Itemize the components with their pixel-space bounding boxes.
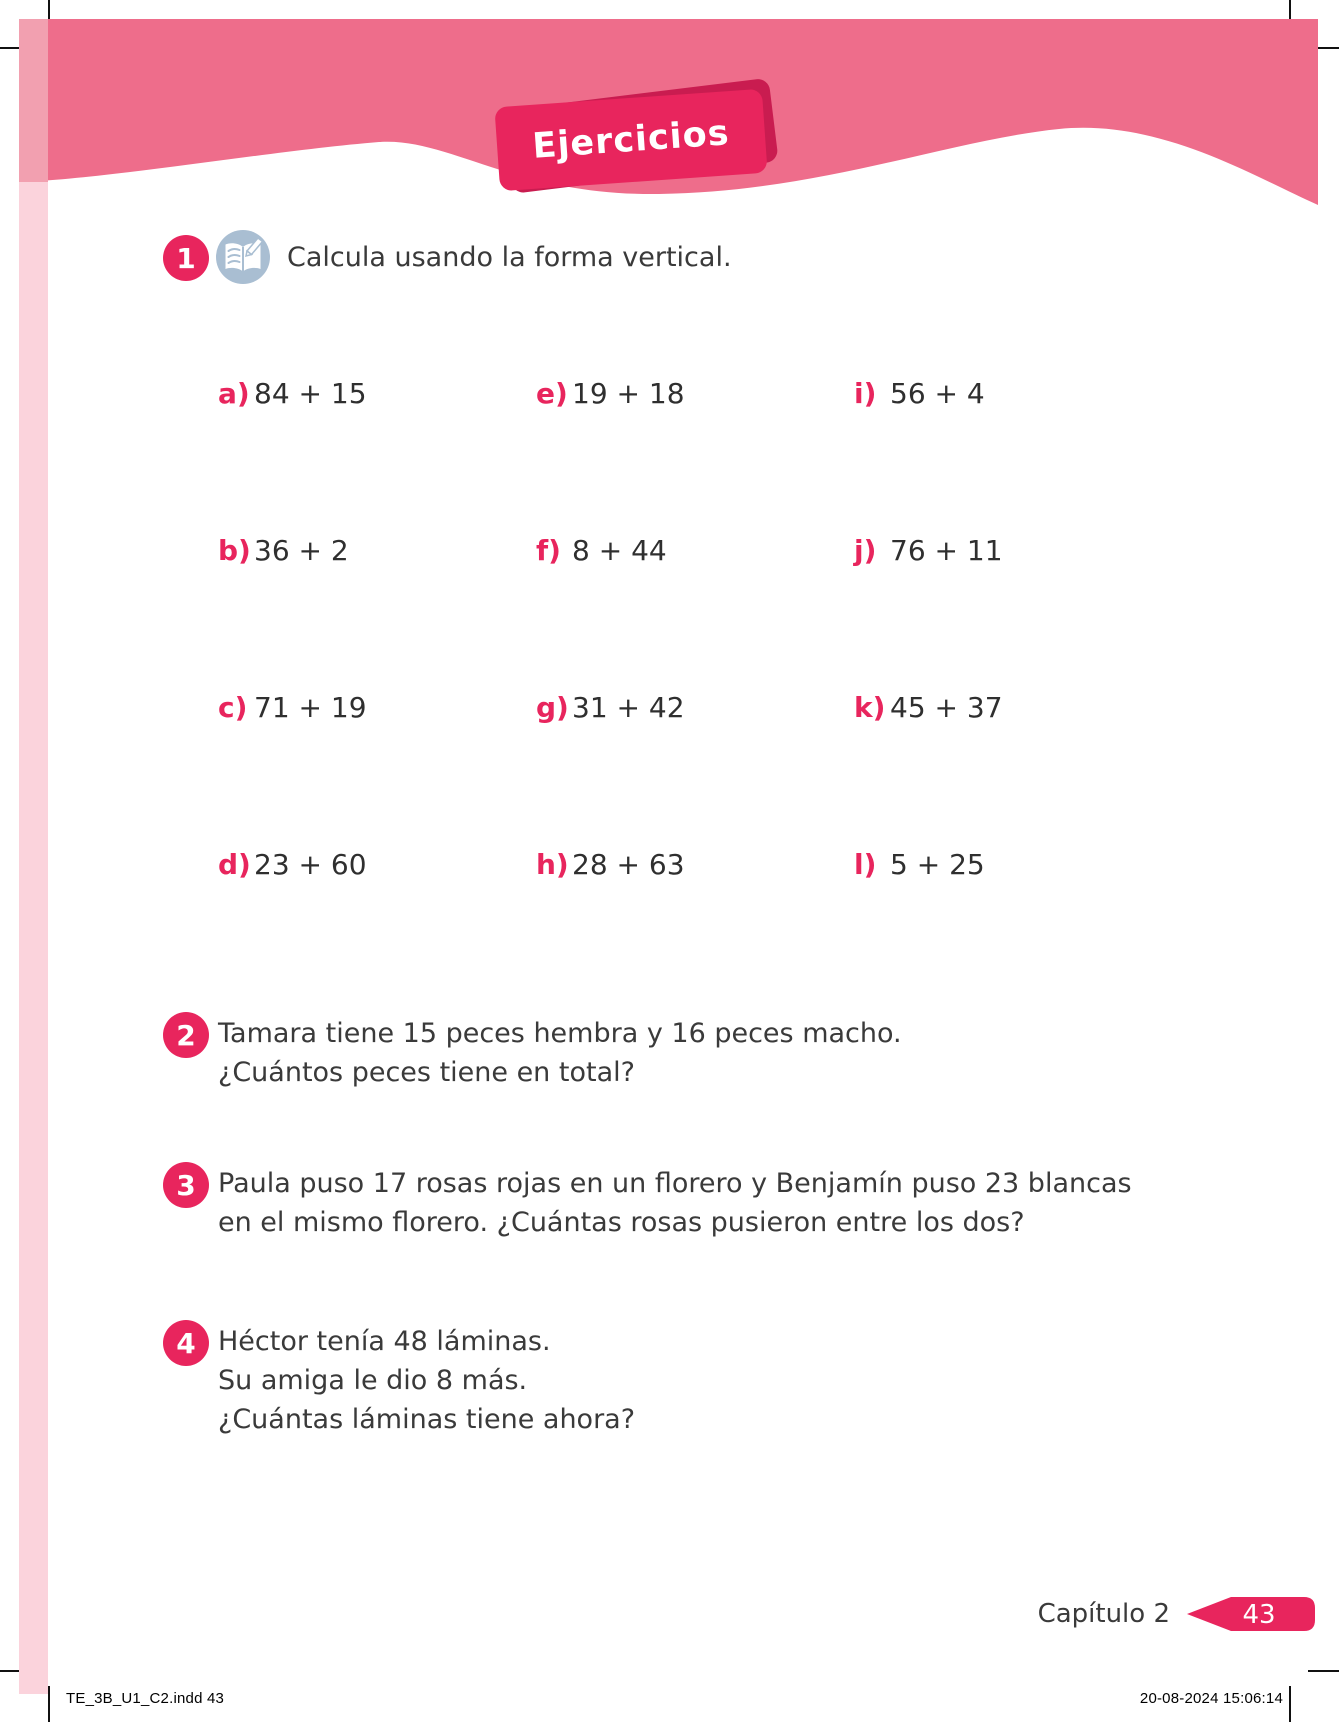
exercise-3-text bbox=[218, 1164, 1132, 1242]
exercise-2-line-1: Tamara tiene 15 peces hembra y 16 peces macho. bbox=[218, 1018, 902, 1049]
crop-mark-bottom-right-vertical bbox=[1289, 1686, 1291, 1722]
exercise-2-line-2: ¿Cuántos peces tiene en total? bbox=[218, 1057, 635, 1088]
exercise-1-problems-grid bbox=[218, 373, 1203, 1001]
exercise-1-number bbox=[163, 235, 209, 281]
exercise-4-text bbox=[218, 1322, 635, 1439]
problem-g-expression: 31 + 42 bbox=[572, 691, 685, 724]
problem-j bbox=[854, 530, 1172, 687]
problem-h-label: h) bbox=[536, 848, 569, 881]
problem-j-expression: 76 + 11 bbox=[890, 534, 1003, 567]
problem-b-expression: 36 + 2 bbox=[254, 534, 349, 567]
exercise-4-line-1: Héctor tenía 48 láminas. bbox=[218, 1326, 551, 1357]
problem-e-label: e) bbox=[536, 377, 568, 410]
problem-c-expression: 71 + 19 bbox=[254, 691, 367, 724]
problem-k bbox=[854, 687, 1172, 844]
exercise-3-number-label: 3 bbox=[176, 1168, 196, 1202]
exercise-4-line-2: Su amiga le dio 8 más. bbox=[218, 1365, 528, 1396]
problem-d bbox=[218, 844, 536, 1001]
exercise-4-line-3: ¿Cuántas láminas tiene ahora? bbox=[218, 1404, 636, 1435]
section-badge-label: Ejercicios bbox=[531, 113, 731, 167]
print-timestamp: 20-08-2024 15:06:14 bbox=[1139, 1690, 1283, 1707]
exercise-3-line-1: Paula puso 17 rosas rojas en un florero y Benjamín puso 23 blancas bbox=[218, 1168, 1132, 1199]
exercise-2-number bbox=[163, 1012, 209, 1058]
print-file-info: TE_3B_U1_C2.indd 43 bbox=[66, 1690, 225, 1707]
section-badge bbox=[497, 98, 765, 182]
problem-g bbox=[536, 687, 854, 844]
left-margin-stripe-over-band bbox=[19, 19, 48, 182]
exercise-2-text bbox=[218, 1014, 902, 1092]
problem-c bbox=[218, 687, 536, 844]
problem-i-expression: 56 + 4 bbox=[890, 377, 985, 410]
exercise-4-number-label: 4 bbox=[176, 1326, 196, 1360]
problem-i-label: i) bbox=[854, 377, 877, 410]
exercise-4-number bbox=[163, 1320, 209, 1366]
exercise-3-line-2: en el mismo florero. ¿Cuántas rosas pusieron entre los dos? bbox=[218, 1207, 1025, 1238]
problem-j-label: j) bbox=[854, 534, 877, 567]
problem-i bbox=[854, 373, 1172, 530]
problem-f-label: f) bbox=[536, 534, 561, 567]
chapter-label: Capítulo 2 bbox=[1037, 1599, 1170, 1629]
exercise-1-number-label: 1 bbox=[176, 241, 196, 275]
problem-d-label: d) bbox=[218, 848, 251, 881]
problem-a-expression: 84 + 15 bbox=[254, 377, 367, 410]
exercise-3-number bbox=[163, 1162, 209, 1208]
crop-mark-bottom-right-horizontal bbox=[1308, 1670, 1339, 1672]
section-badge-face bbox=[494, 89, 767, 191]
problem-f bbox=[536, 530, 854, 687]
problem-l bbox=[854, 844, 1172, 1001]
problem-k-expression: 45 + 37 bbox=[890, 691, 1003, 724]
problem-l-expression: 5 + 25 bbox=[890, 848, 985, 881]
exercise-2-number-label: 2 bbox=[176, 1018, 196, 1052]
problem-d-expression: 23 + 60 bbox=[254, 848, 367, 881]
problem-g-label: g) bbox=[536, 691, 569, 724]
exercise-1-instruction: Calcula usando la forma vertical. bbox=[287, 242, 732, 273]
problem-b-label: b) bbox=[218, 534, 251, 567]
problem-e-expression: 19 + 18 bbox=[572, 377, 685, 410]
problem-h bbox=[536, 844, 854, 1001]
left-margin-stripe bbox=[19, 182, 48, 1694]
problem-b bbox=[218, 530, 536, 687]
problem-a-label: a) bbox=[218, 377, 250, 410]
problem-f-expression: 8 + 44 bbox=[572, 534, 667, 567]
problem-l-label: l) bbox=[854, 848, 877, 881]
page-number-text: 43 bbox=[1242, 1600, 1276, 1630]
problem-a bbox=[218, 373, 536, 530]
book-pencil-icon bbox=[216, 230, 270, 284]
problem-e bbox=[536, 373, 854, 530]
page-number-badge bbox=[1187, 1594, 1318, 1634]
problem-c-label: c) bbox=[218, 691, 248, 724]
problem-h-expression: 28 + 63 bbox=[572, 848, 685, 881]
crop-mark-bottom-left-vertical bbox=[48, 1686, 50, 1722]
problem-k-label: k) bbox=[854, 691, 886, 724]
